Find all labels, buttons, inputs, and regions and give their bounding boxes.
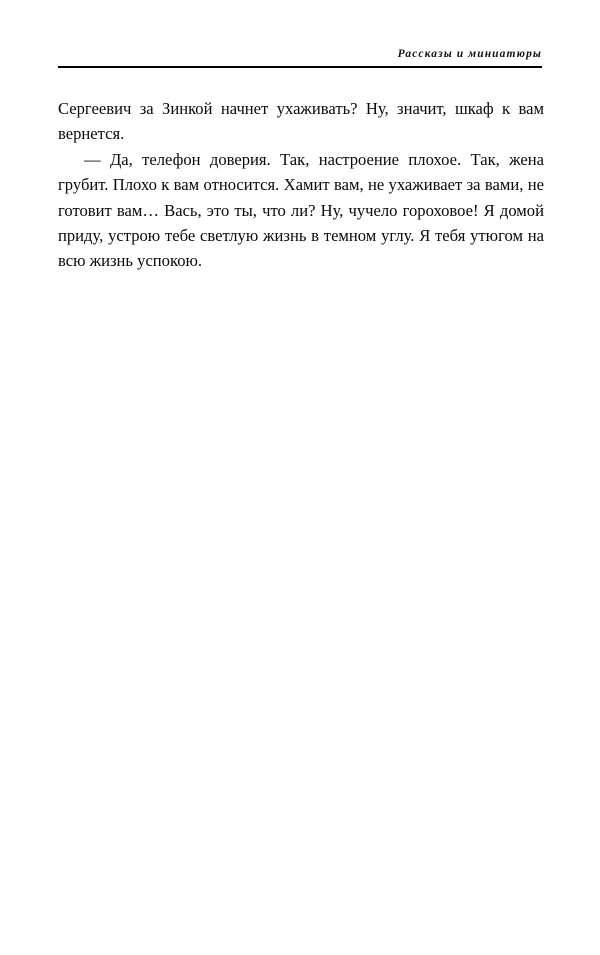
header-rule xyxy=(58,66,542,68)
page-body-text xyxy=(58,96,544,274)
paragraph-2: — Да, телефон доверия. Так, настроение плохое. Так, жена грубит. Плохо к вам относится. Хамит вам, не ухаживает за вами, не готовит вам… Вась, это ты, что ли? Ну, чучело гороховое! Я домой приду, устрою тебе светлую жизнь в темном углу. Я тебя утюгом на всю жизнь успокою. xyxy=(58,149,544,271)
running-head: Рассказы и миниатюры xyxy=(397,48,542,60)
paragraph-1: Сергеевич за Зинкой начнет ухаживать? Ну, значит, шкаф к вам вернется. xyxy=(58,99,544,144)
